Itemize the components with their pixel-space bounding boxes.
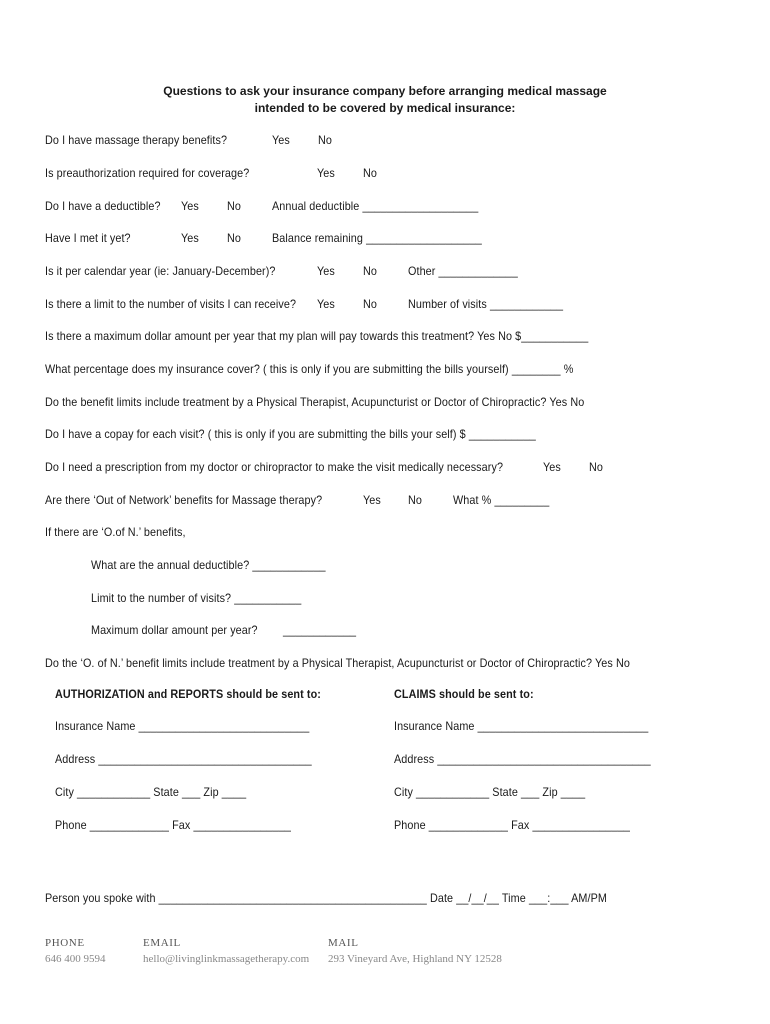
question-benefit-limits: Do the benefit limits include treatment by a Physical Therapist, Acupuncturist or Doctor of Chiropractic? Yes No (45, 395, 585, 409)
question-maximum-dollar: Is there a maximum dollar amount per year that my plan will pay towards this treatment? Yes No $___________ (45, 329, 589, 343)
annual-deductible-field: Annual deductible ___________________ (272, 199, 479, 213)
footer-email-label: EMAIL (143, 937, 181, 949)
answer-no: No (408, 493, 422, 507)
claims-address: Address ___________________________________ (394, 752, 651, 766)
oon-max-dollar-blank: ____________ (283, 623, 357, 637)
answer-yes: Yes (272, 133, 290, 147)
answer-no: No (363, 166, 377, 180)
question-visit-limit: Is there a limit to the number of visits I can receive? (45, 297, 297, 311)
question-preauthorization: Is preauthorization required for coverage? (45, 166, 250, 180)
form-title-line-1: Questions to ask your insurance company before arranging medical massage (163, 84, 607, 98)
question-massage-benefits: Do I have massage therapy benefits? (45, 133, 228, 147)
question-calendar-year: Is it per calendar year (ie: January-December)? (45, 264, 276, 278)
auth-insurance-name: Insurance Name ____________________________ (55, 719, 310, 733)
answer-yes: Yes (317, 264, 335, 278)
oon-max-dollar: Maximum dollar amount per year? (91, 623, 258, 637)
question-prescription: Do I need a prescription from my doctor or chiropractor to make the visit medically necessary? (45, 460, 504, 474)
footer-phone-value: 646 400 9594 (45, 953, 106, 965)
question-oon-benefits: If there are ‘O.of N.’ benefits, (45, 525, 186, 539)
auth-phone-fax: Phone _____________ Fax ________________ (55, 818, 292, 832)
answer-yes: Yes (181, 199, 199, 213)
auth-city-state-zip: City ____________ State ___ Zip ____ (55, 785, 247, 799)
answer-no: No (589, 460, 603, 474)
answer-yes: Yes (543, 460, 561, 474)
claims-heading: CLAIMS should be sent to: (394, 687, 534, 701)
question-met-deductible: Have I met it yet? (45, 231, 131, 245)
answer-yes: Yes (181, 231, 199, 245)
other-field: Other _____________ (408, 264, 518, 278)
form-title-line-2: intended to be covered by medical insurance: (254, 101, 516, 115)
footer-mail-value: 293 Vineyard Ave, Highland NY 12528 (328, 953, 502, 965)
claims-city-state-zip: City ____________ State ___ Zip ____ (394, 785, 586, 799)
claims-phone-fax: Phone _____________ Fax ________________ (394, 818, 631, 832)
answer-no: No (363, 264, 377, 278)
footer-phone-label: PHONE (45, 937, 85, 949)
oon-visit-limit: Limit to the number of visits? ___________ (91, 591, 302, 605)
answer-yes: Yes (363, 493, 381, 507)
answer-no: No (318, 133, 332, 147)
answer-no: No (363, 297, 377, 311)
question-percentage-covered: What percentage does my insurance cover? ( this is only if you are submitting the bills yourself) ________ % (45, 362, 574, 376)
answer-no: No (227, 199, 241, 213)
claims-insurance-name: Insurance Name ____________________________ (394, 719, 649, 733)
number-of-visits-field: Number of visits ____________ (408, 297, 564, 311)
auth-address: Address ___________________________________ (55, 752, 312, 766)
answer-yes: Yes (317, 166, 335, 180)
authorization-heading: AUTHORIZATION and REPORTS should be sent to: (55, 687, 321, 701)
answer-no: No (227, 231, 241, 245)
person-spoke-with-line: Person you spoke with ____________________________________________ Date __/__/__ Time ___:___ AM/PM (45, 891, 607, 905)
question-deductible: Do I have a deductible? (45, 199, 161, 213)
answer-yes: Yes (317, 297, 335, 311)
question-copay: Do I have a copay for each visit? ( this is only if you are submitting the bills your self) $ ___________ (45, 427, 536, 441)
footer-mail-label: MAIL (328, 937, 359, 949)
footer-email-value: hello@livinglinkmassagetherapy.com (143, 953, 310, 965)
balance-remaining-field: Balance remaining ___________________ (272, 231, 482, 245)
question-out-of-network: Are there ‘Out of Network’ benefits for Massage therapy? (45, 493, 323, 507)
what-percent-field: What % _________ (453, 493, 550, 507)
oon-annual-deductible: What are the annual deductible? ____________ (91, 558, 326, 572)
question-oon-benefit-limits: Do the ‘O. of N.’ benefit limits include treatment by a Physical Therapist, Acupuncturist or Doctor of Chiropractic? Yes No (45, 656, 630, 670)
